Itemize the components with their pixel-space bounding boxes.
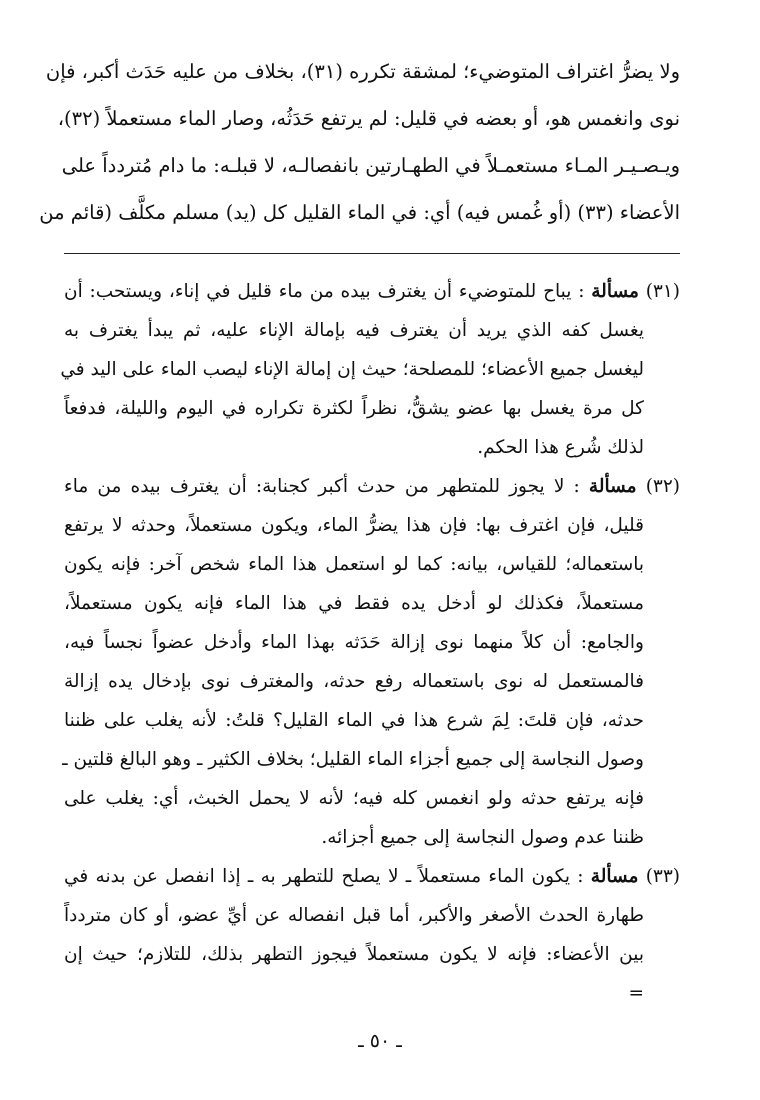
footnote-line: باستعماله؛ للقياس، بيانه: كما لو استعمل هذا الماء شخص آخر: فإنه يكون	[64, 554, 644, 575]
footnote-line: قليل، فإن اغترف بها: فإن هذا يضرُّ الماء، ويكون مستعملاً، وحدثه لا يرتفع	[64, 515, 644, 536]
main-text	[39, 48, 680, 236]
footnote-line: بين الأعضاء: فإنه لا يكون مستعملاً فيجوز التطهر بذلك، للتلازم؛ حيث إن	[64, 944, 644, 965]
footnote-33	[64, 857, 680, 1013]
footnote-separator	[64, 253, 680, 254]
footnote-number: (٣٣)	[645, 866, 680, 887]
footnote-line: لذلك شُرع هذا الحكم.	[477, 437, 644, 458]
main-text-line: ولا يضرُّ اغتراف المتوضيء؛ لمشقة تكرره (٣١)، بخلاف من عليه حَدَث أكبر، فإن	[45, 60, 680, 83]
main-text-line: نوى وانغمس هو، أو بعضه في قليل: لم يرتفع حَدَثُه، وصار الماء مستعملاً (٣٢)،	[57, 107, 680, 130]
footnote-line: يغسل كفه الذي يريد أن يغترف فيه بإمالة الإناء عليه، ثم يبدأ يغترف به	[64, 320, 644, 341]
footnote-text: : يباح للمتوضيء أن يغترف بيده من ماء قليل في إناء، ويستحب: أن	[64, 281, 585, 302]
footnote-line: حدثه، فإن قلتَ: لِمَ شرع هذا في الماء القليل؟ قلتُ: لأنه يغلب على ظننا	[64, 710, 644, 731]
footnote-label: مسألة	[591, 281, 639, 302]
footnote-line: مستعملاً، فكذلك لو أدخل يده فقط في هذا الماء فإنه يكون مستعملاً،	[64, 593, 644, 614]
continuation-mark: =	[628, 983, 644, 1004]
main-text-line: الأعضاء (٣٣) (أو غُمس فيه) أي: في الماء القليل كل (يد) مسلم مكلَّف (قائم من	[39, 201, 680, 224]
footnote-line: فإنه يرتفع حدثه ولو انغمس كله فيه؛ لأنه لا يحمل الخبث، أي: يغلب على	[64, 788, 644, 809]
footnote-first-line	[64, 272, 680, 311]
footnote-line: ليغسل جميع الأعضاء؛ للمصلحة؛ حيث إن إمالة الإناء ليصب الماء على اليد في	[60, 359, 644, 380]
footnote-line: ظننا عدم وصول النجاسة إلى جميع أجزائه.	[321, 827, 644, 848]
main-text-line: ويـصـيـر المـاء مستعمـلاً في الطهـارتين بانفصالـه، لا قبلـه: ما دام مُتردداً على	[61, 154, 680, 177]
footnote-31	[60, 272, 680, 467]
footnote-line: كل مرة يغسل بها عضو يشقُّ، نظراً لكثرة تكراره في اليوم والليلة، فدفعاً	[64, 398, 644, 419]
footnote-first-line	[64, 467, 680, 506]
footnote-line: طهارة الحدث الأصغر والأكبر، أما قبل انفصاله عن أيِّ عضو، أو كان متردداً	[64, 905, 644, 926]
footnote-number: (٣١)	[645, 281, 680, 302]
footnote-label: مسألة	[590, 866, 639, 887]
footnote-first-line	[64, 857, 680, 896]
footnote-line: فالمستعمل له نوى باستعماله رفع حدثه، والمغترف نوى بإدخال يده إزالة	[64, 671, 644, 692]
page-number: ـ ٥٠ ـ	[358, 1030, 402, 1052]
footnote-32	[64, 467, 680, 857]
footnote-line: وصول النجاسة إلى جميع أجزاء الماء القليل؛ بخلاف الكثير ـ وهو البالغ قلتين ـ	[62, 749, 644, 770]
footnote-line: والجامع: أن كلاً منهما نوى إزالة حَدَثه بهذا الماء وأدخل عضواً نجساً فيه،	[64, 632, 644, 653]
footnote-text: : يكون الماء مستعملاً ـ لا يصلح للتطهر به ـ إذا انفصل عن بدنه في	[64, 866, 584, 887]
footnote-number: (٣٢)	[645, 476, 680, 497]
footnote-text: : لا يجوز للمتطهر من حدث أكبر كجنابة: أن يغترف بيده من ماء	[64, 476, 580, 497]
footnote-label: مسألة	[588, 476, 637, 497]
footnotes	[60, 272, 680, 1013]
